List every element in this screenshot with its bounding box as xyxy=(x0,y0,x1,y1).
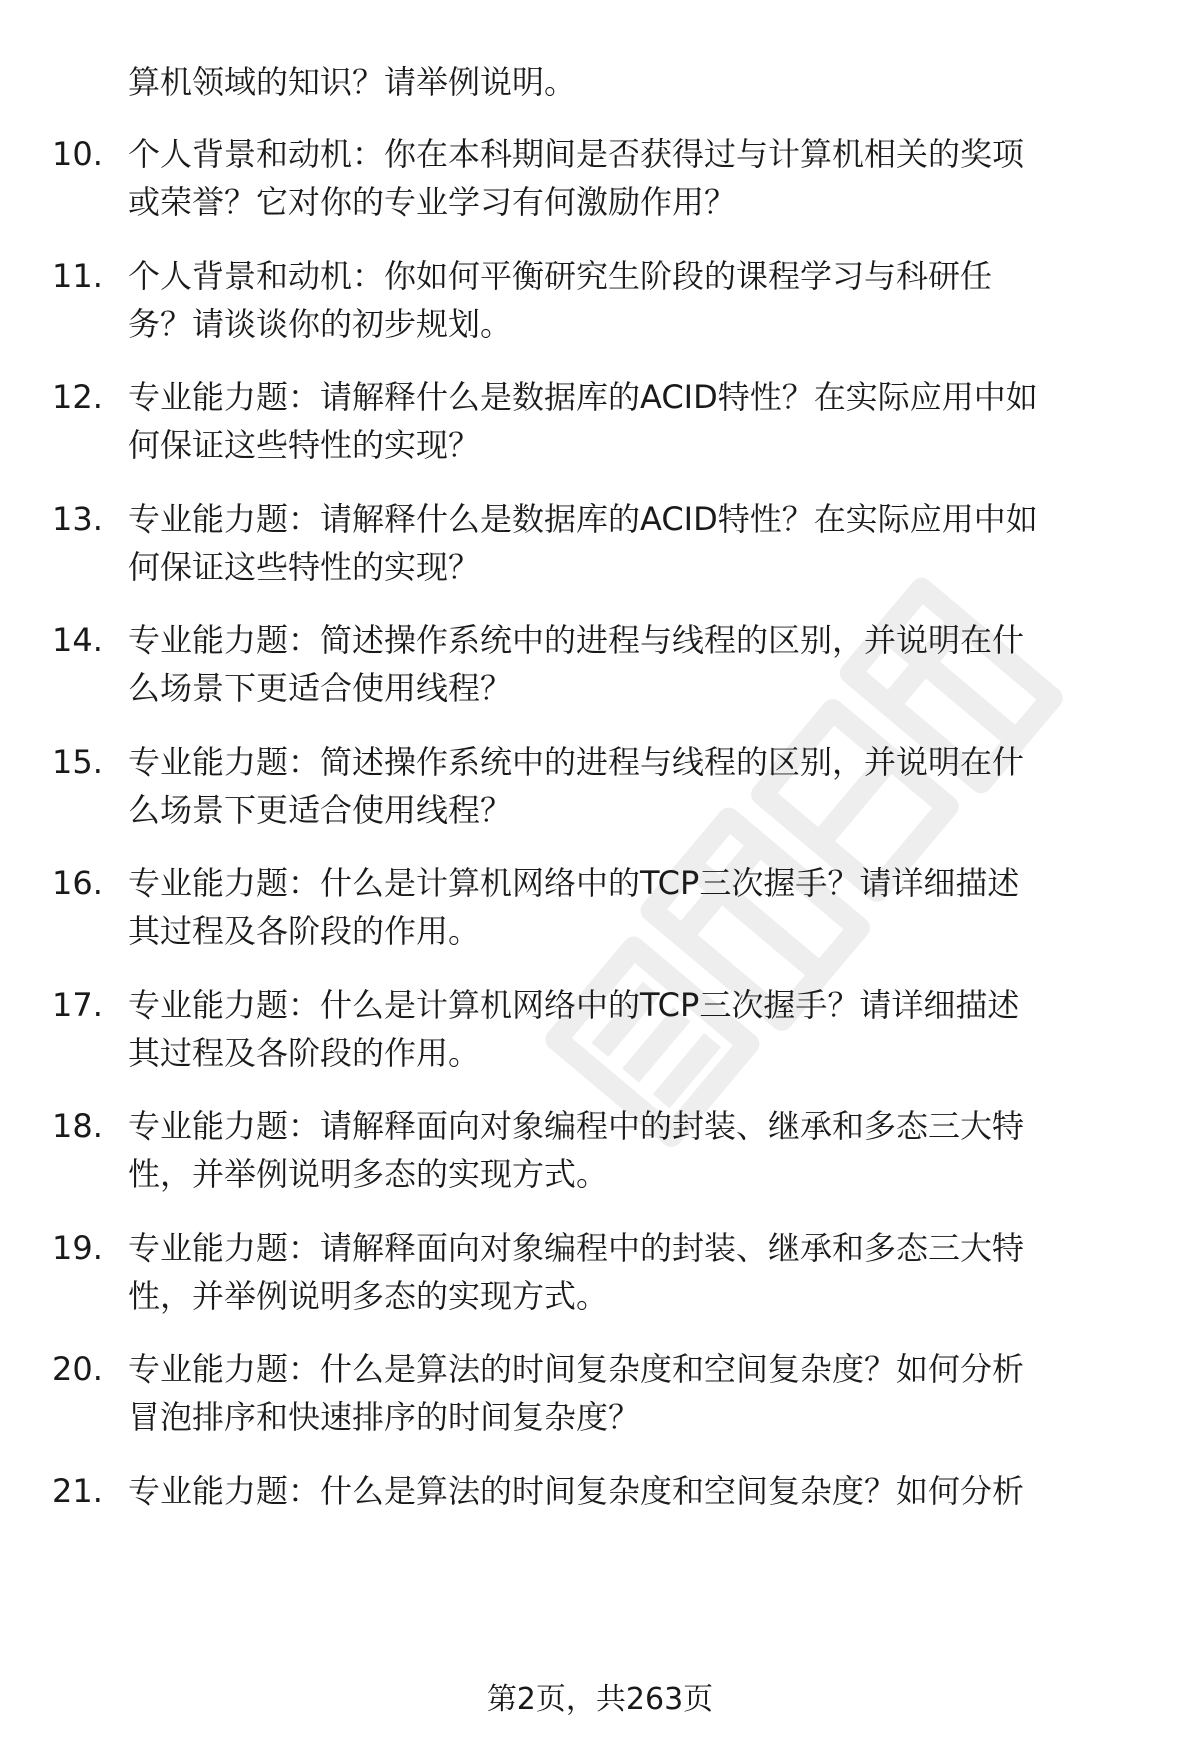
question-item xyxy=(0,1102,1200,1202)
page-number-footer: 第2页，共263页 xyxy=(486,1682,714,1717)
question-item xyxy=(0,981,1200,1081)
question-number: 19. xyxy=(52,1229,103,1267)
question-text-line: 何保证这些特性的实现？ xyxy=(128,426,481,464)
question-number: 10. xyxy=(52,135,103,173)
question-text-line: 性，并举例说明多态的实现方式。 xyxy=(128,1155,609,1193)
question-text-line: 其过程及各阶段的作用。 xyxy=(128,1034,481,1072)
question-item xyxy=(0,1224,1200,1324)
question-text xyxy=(128,373,1188,469)
question-text-line: 专业能力题：请解释面向对象编程中的封装、继承和多态三大特 xyxy=(128,1229,1025,1267)
question-item xyxy=(0,859,1200,959)
question-item xyxy=(0,1345,1200,1445)
question-text-line: 专业能力题：请解释面向对象编程中的封装、继承和多态三大特 xyxy=(128,1107,1025,1145)
question-text xyxy=(128,130,1188,226)
question-number: 16. xyxy=(52,864,103,902)
question-text xyxy=(128,738,1188,834)
question-number: 21. xyxy=(52,1472,103,1510)
question-text-line: 专业能力题：什么是算法的时间复杂度和空间复杂度？如何分析 xyxy=(128,1350,1025,1388)
question-text xyxy=(128,1345,1188,1441)
question-number: 20. xyxy=(52,1350,103,1388)
question-item xyxy=(0,373,1200,473)
question-item xyxy=(0,495,1200,595)
question-text-line: 专业能力题：请解释什么是数据库的ACID特性？在实际应用中如 xyxy=(128,500,1038,538)
question-text xyxy=(128,252,1188,348)
question-item xyxy=(0,252,1200,352)
question-text xyxy=(128,1224,1188,1320)
question-number: 12. xyxy=(52,378,103,416)
question-text xyxy=(128,981,1188,1077)
question-text xyxy=(128,1467,1188,1515)
question-item xyxy=(0,738,1200,838)
question-text xyxy=(128,859,1188,955)
question-number: 17. xyxy=(52,986,103,1024)
continued-question-text: 算机领域的知识？请举例说明。 xyxy=(128,63,577,101)
question-text-line: 么场景下更适合使用线程？ xyxy=(128,669,513,707)
question-text-line: 其过程及各阶段的作用。 xyxy=(128,912,481,950)
question-text-line: 冒泡排序和快速排序的时间复杂度？ xyxy=(128,1398,641,1436)
question-text-line: 专业能力题：什么是算法的时间复杂度和空间复杂度？如何分析 xyxy=(128,1472,1025,1510)
question-number: 15. xyxy=(52,743,103,781)
question-text-line: 个人背景和动机：你在本科期间是否获得过与计算机相关的奖项 xyxy=(128,135,1025,173)
question-item xyxy=(0,1467,1200,1567)
question-text-line: 个人背景和动机：你如何平衡研究生阶段的课程学习与科研任 xyxy=(128,257,993,295)
question-text-line: 性，并举例说明多态的实现方式。 xyxy=(128,1277,609,1315)
question-text-line: 专业能力题：简述操作系统中的进程与线程的区别，并说明在什 xyxy=(128,621,1025,659)
question-text xyxy=(128,616,1188,712)
question-text xyxy=(128,495,1188,591)
question-text-line: 专业能力题：请解释什么是数据库的ACID特性？在实际应用中如 xyxy=(128,378,1038,416)
question-text-line: 专业能力题：什么是计算机网络中的TCP三次握手？请详细描述 xyxy=(128,986,1020,1024)
question-number: 13. xyxy=(52,500,103,538)
question-number: 11. xyxy=(52,257,103,295)
question-number: 18. xyxy=(52,1107,103,1145)
question-text-line: 何保证这些特性的实现？ xyxy=(128,548,481,586)
question-text-line: 专业能力题：什么是计算机网络中的TCP三次握手？请详细描述 xyxy=(128,864,1020,902)
question-text-line: 务？请谈谈你的初步规划。 xyxy=(128,305,513,343)
question-item xyxy=(0,130,1200,230)
question-text-line: 或荣誉？它对你的专业学习有何激励作用？ xyxy=(128,183,737,221)
question-number: 14. xyxy=(52,621,103,659)
question-item xyxy=(0,616,1200,716)
question-text-line: 么场景下更适合使用线程？ xyxy=(128,791,513,829)
question-text xyxy=(128,1102,1188,1198)
question-text-line: 专业能力题：简述操作系统中的进程与线程的区别，并说明在什 xyxy=(128,743,1025,781)
